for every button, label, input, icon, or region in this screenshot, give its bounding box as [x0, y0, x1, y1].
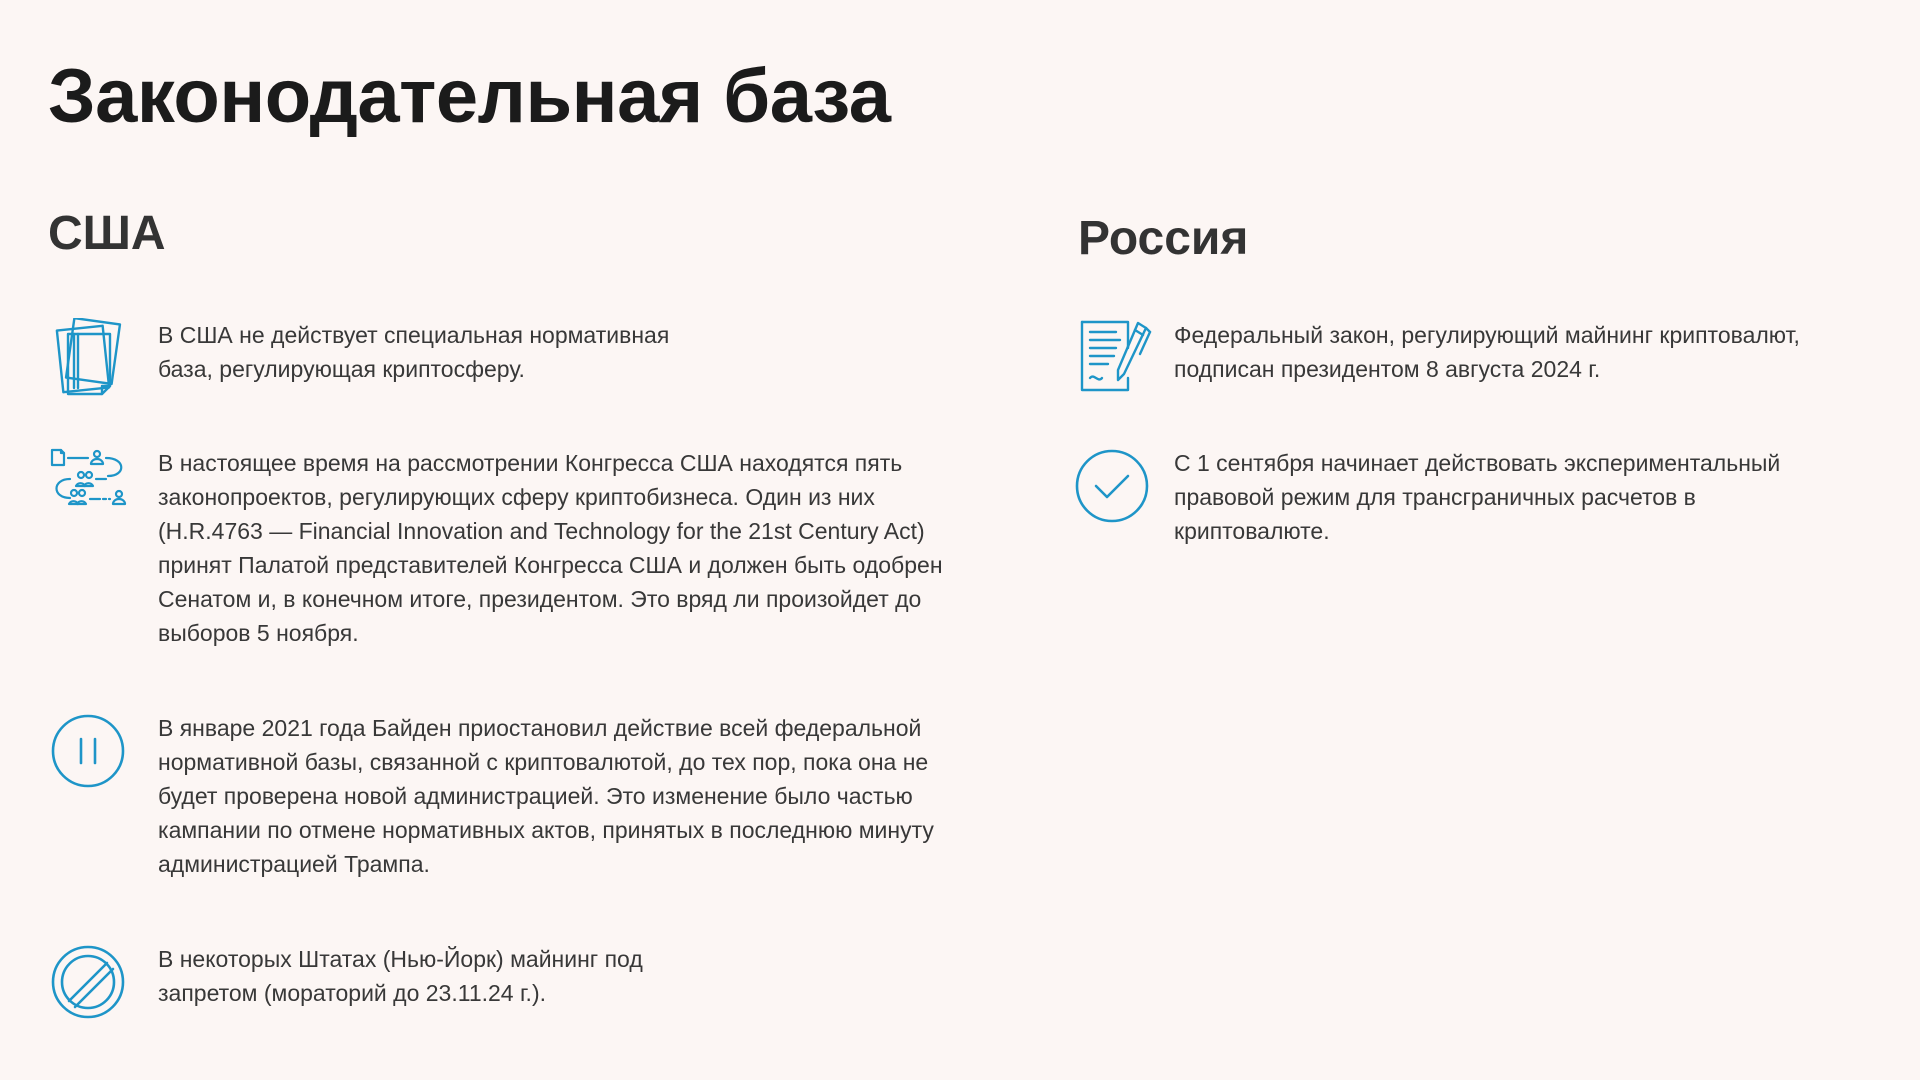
usa-title: США	[48, 207, 166, 260]
russia-title: Россия	[1078, 212, 1249, 265]
usa-item-text: В настоящее время на рассмотрении Конгресса США находятся пять законопроектов, регулирующих сферу криптобизнеса. Один из них (H.R.4763 — Financial Innovation and Technology for the 21st Century Act) принят Палатой представителей Конгресса США и должен быть одобрен Сенатом и, в конечном итоге, президентом. Это вряд ли произойдет до выборов 5 ноября.	[158, 450, 943, 646]
usa-item-text: В США не действует специальная нормативная база, регулирующая криптосферу.	[158, 322, 670, 382]
signed-document-icon	[1076, 318, 1156, 398]
checkmark-circle-icon	[1072, 446, 1152, 526]
usa-item-text: В некоторых Штатах (Нью-Йорк) майнинг под запретом (мораторий до 23.11.24 г.).	[158, 946, 643, 1006]
page-title: Законодательная база	[48, 54, 891, 139]
documents-icon	[48, 318, 128, 398]
prohibited-icon	[48, 942, 128, 1022]
pause-icon	[48, 711, 128, 791]
process-flow-icon	[48, 446, 128, 526]
usa-item-text: В январе 2021 года Байден приостановил действие всей федеральной нормативной базы, связанной с криптовалютой, до тех пор, пока она не будет проверена новой администрацией. Это изменение было частью кампании по отмене нормативных актов, принятых в последнюю минуту администрацией Трампа.	[158, 715, 934, 877]
russia-item-text: Федеральный закон, регулирующий майнинг криптовалют, подписан президентом 8 августа 2024 г.	[1174, 322, 1800, 382]
russia-item-text: С 1 сентября начинает действовать экспериментальный правовой режим для трансграничных расчетов в криптовалюте.	[1174, 450, 1781, 544]
